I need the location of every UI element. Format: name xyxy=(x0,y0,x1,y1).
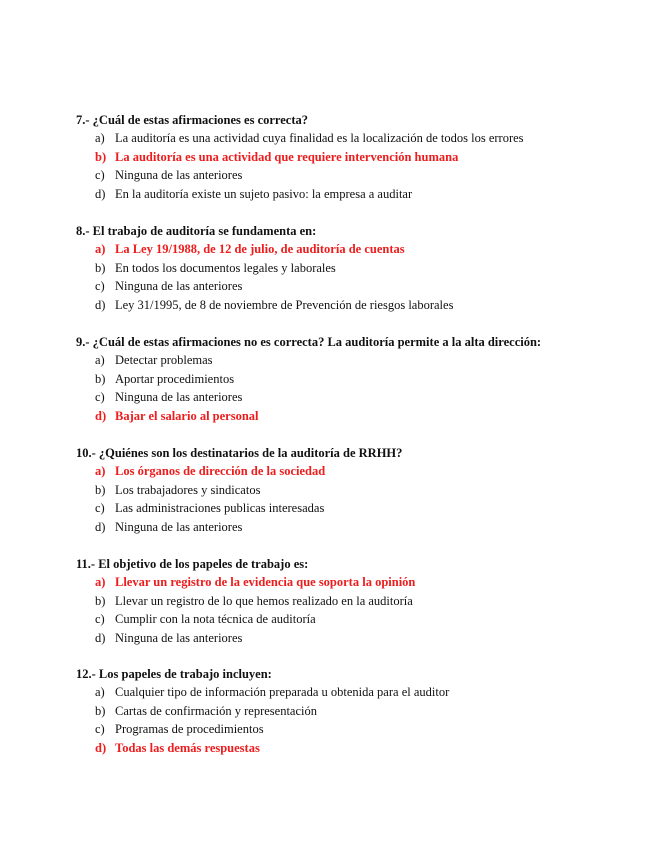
option-text: Aportar procedimientos xyxy=(115,371,235,386)
question-title: 9.- ¿Cuál de estas afirmaciones no es correcta? La auditoría permite a la alta dirección: xyxy=(76,335,542,349)
option-a xyxy=(76,130,636,149)
option-text: Ninguna de las anteriores xyxy=(115,630,243,645)
question-7 xyxy=(76,112,636,204)
question-title: 11.- El objetivo de los papeles de trabajo es: xyxy=(76,557,309,571)
option-letter: c) xyxy=(95,390,105,404)
option-letter: a) xyxy=(95,242,106,256)
option-list xyxy=(76,352,636,426)
question-title: 7.- ¿Cuál de estas afirmaciones es correcta? xyxy=(76,113,309,127)
option-letter: a) xyxy=(95,685,105,699)
option-list xyxy=(76,463,636,537)
option-text: Cumplir con la nota técnica de auditoría xyxy=(115,612,316,626)
question-12 xyxy=(76,666,636,758)
option-letter: a) xyxy=(95,353,105,367)
question-9 xyxy=(76,334,636,426)
option-text: Bajar el salario al personal xyxy=(115,408,259,423)
option-letter: b) xyxy=(95,371,106,386)
option-letter: d) xyxy=(95,408,107,423)
option-b xyxy=(76,371,636,390)
option-list xyxy=(76,241,636,315)
option-b xyxy=(76,482,636,501)
option-text: Los órganos de dirección de la sociedad xyxy=(115,464,326,478)
option-text: Todas las demás respuestas xyxy=(115,740,260,755)
option-b xyxy=(76,703,636,722)
option-text: La auditoría es una actividad que requiere intervención humana xyxy=(115,149,459,164)
option-letter: c) xyxy=(95,501,105,515)
question-10 xyxy=(76,445,636,537)
option-text: Detectar problemas xyxy=(115,353,213,367)
option-letter: d) xyxy=(95,630,106,645)
option-letter: c) xyxy=(95,612,105,626)
option-letter: d) xyxy=(95,297,106,312)
option-text: Programas de procedimientos xyxy=(115,722,264,736)
option-letter: b) xyxy=(95,703,106,718)
option-letter: b) xyxy=(95,149,107,164)
option-b xyxy=(76,260,636,279)
option-text: Ninguna de las anteriores xyxy=(115,168,243,182)
option-text: La Ley 19/1988, de 12 de julio, de auditoría de cuentas xyxy=(115,242,405,256)
option-letter: c) xyxy=(95,168,105,182)
option-letter: d) xyxy=(95,186,106,201)
option-text: Ninguna de las anteriores xyxy=(115,390,243,404)
option-d xyxy=(76,408,636,427)
option-b xyxy=(76,149,636,168)
option-a xyxy=(76,684,636,703)
option-text: Cartas de confirmación y representación xyxy=(115,703,317,718)
option-text: Los trabajadores y sindicatos xyxy=(115,482,261,497)
option-letter: a) xyxy=(95,575,106,589)
question-title: 10.- ¿Quiénes son los destinatarios de la auditoría de RRHH? xyxy=(76,446,403,460)
option-c xyxy=(76,389,636,408)
option-text: Ninguna de las anteriores xyxy=(115,519,243,534)
option-d xyxy=(76,740,636,759)
option-text: La auditoría es una actividad cuya finalidad es la localización de todos los errores xyxy=(115,131,524,145)
option-letter: d) xyxy=(95,740,107,755)
option-a xyxy=(76,574,636,593)
option-letter: c) xyxy=(95,722,105,736)
option-d xyxy=(76,186,636,205)
option-letter: a) xyxy=(95,464,106,478)
question-11 xyxy=(76,556,636,648)
option-a xyxy=(76,241,636,260)
option-list xyxy=(76,130,636,204)
option-a xyxy=(76,463,636,482)
option-a xyxy=(76,352,636,371)
question-title: 12.- Los papeles de trabajo incluyen: xyxy=(76,667,272,681)
option-c xyxy=(76,611,636,630)
option-list xyxy=(76,574,636,648)
option-d xyxy=(76,297,636,316)
option-letter: b) xyxy=(95,260,106,275)
option-text: En la auditoría existe un sujeto pasivo: la empresa a auditar xyxy=(115,186,413,201)
question-title: 8.- El trabajo de auditoría se fundamenta en: xyxy=(76,224,317,238)
option-letter: b) xyxy=(95,482,106,497)
option-c xyxy=(76,167,636,186)
option-text: Llevar un registro de lo que hemos realizado en la auditoría xyxy=(115,593,413,608)
option-text: Las administraciones publicas interesadas xyxy=(115,501,325,515)
option-c xyxy=(76,278,636,297)
option-d xyxy=(76,519,636,538)
option-text: Ninguna de las anteriores xyxy=(115,279,243,293)
option-text: En todos los documentos legales y laborales xyxy=(115,260,336,275)
question-8 xyxy=(76,223,636,315)
option-c xyxy=(76,500,636,519)
option-letter: a) xyxy=(95,131,105,145)
option-b xyxy=(76,593,636,612)
option-list xyxy=(76,684,636,758)
option-text: Cualquier tipo de información preparada u obtenida para el auditor xyxy=(115,685,450,699)
option-letter: d) xyxy=(95,519,106,534)
option-d xyxy=(76,630,636,649)
option-c xyxy=(76,721,636,740)
option-text: Llevar un registro de la evidencia que soporta la opinión xyxy=(115,575,416,589)
option-letter: b) xyxy=(95,593,106,608)
option-letter: c) xyxy=(95,279,105,293)
option-text: Ley 31/1995, de 8 de noviembre de Prevención de riesgos laborales xyxy=(115,297,454,312)
